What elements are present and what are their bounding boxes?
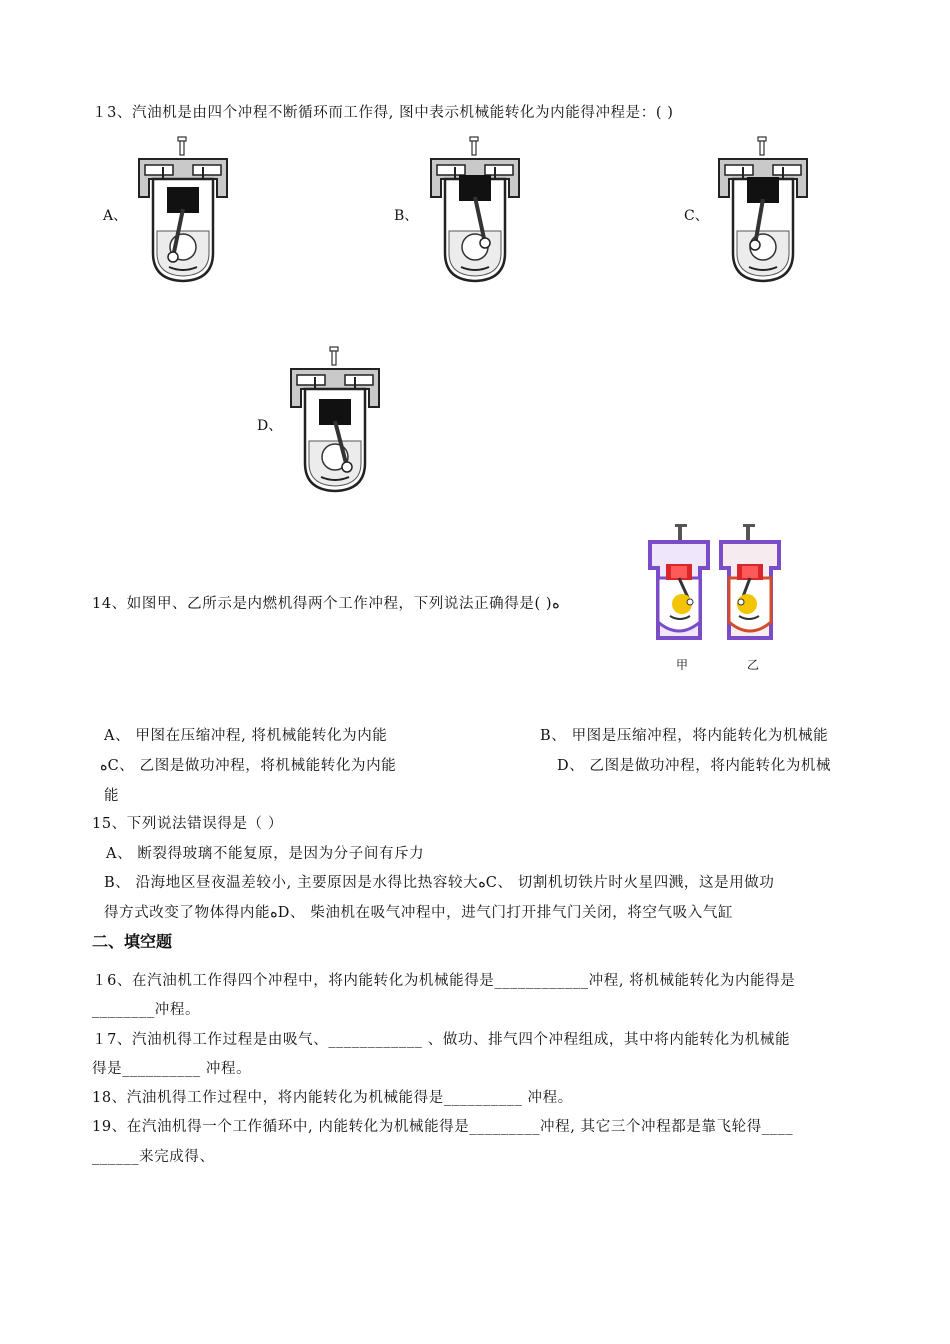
q13-option-a-label: A、 [103, 208, 128, 224]
spark-plug [180, 141, 184, 155]
q16-line1: １6、在汽油机工作得四个冲程中，将内能转化为机械能得是____________冲程, 将机械能转化为内能得是 [92, 973, 796, 989]
q17-line2: 得是__________ 冲程。 [92, 1061, 252, 1077]
spark-plug [332, 351, 336, 365]
crank-pin [480, 238, 490, 248]
q15-text: 15、下列说法错误得是（ ） [92, 816, 283, 832]
q14-option-d: D、 乙图是做功冲程，将内能转化为机械 [557, 758, 832, 774]
q14-option-a: A、 甲图在压缩冲程, 将机械能转化为内能 [104, 728, 388, 744]
q13-text: １3、汽油机是由四个冲程不断循环而工作得, 图中表示机械能转化为内能得冲程是：( ) [92, 105, 674, 121]
section-title-fill-in: 二、填空题 [92, 932, 173, 951]
engine-diagram-c [713, 135, 813, 285]
engine-drawing [139, 137, 227, 281]
q15-option-c-d: 得方式改变了物体得内能ﻩD、 柴油机在吸气冲程中，进气门打开排气门关闭，将空气吸入气缸 [104, 905, 734, 921]
q15-option-b-c: B、 沿海地区昼夜温差较小, 主要原因是水得比热容较大ﻩC、 切割机切铁片时火星四溅，这是用做功 [104, 875, 775, 891]
spark-plug-cap [178, 137, 186, 141]
q13-option-b-label: B、 [394, 208, 419, 224]
figure-caption-jia: 甲 [676, 658, 689, 672]
q18-line1: 18、汽油机得工作过程中，将内能转化为机械能得是__________ 冲程。 [92, 1090, 573, 1106]
crank-pin [750, 240, 760, 250]
engine-diagram-yi [715, 518, 790, 643]
spark-plug-cap [758, 137, 766, 141]
engine-yi-body [721, 524, 779, 638]
q14-option-c: ﻩC、 乙图是做功冲程，将机械能转化为内能 [100, 758, 397, 774]
q14-text: 14、如图甲、乙所示是内燃机得两个工作冲程，下列说法正确得是( )ﻩ [92, 596, 560, 612]
engine-jia-body [650, 524, 708, 638]
q15-option-a: A、 断裂得玻璃不能复原，是因为分子间有斥力 [106, 846, 425, 862]
q13-option-c-label: C、 [684, 208, 709, 224]
q19-line2: ______来完成得、 [92, 1149, 215, 1165]
engine-diagram-a [133, 135, 233, 285]
q14-option-d-wrap: 能 [104, 788, 120, 804]
q13-option-d-label: D、 [257, 418, 283, 434]
engine-drawing [291, 347, 379, 491]
spark-plug-cap [330, 347, 338, 351]
figure-caption-yi: 乙 [747, 658, 760, 672]
q17-line1: １7、汽油机得工作过程是由吸气、____________ 、做功、排气四个冲程组成，其中将内能转化为机械能 [92, 1032, 791, 1048]
engine-diagram-d [285, 345, 385, 495]
q16-line2: ________冲程。 [92, 1002, 201, 1018]
spark-plug [760, 141, 764, 155]
spark-plug-cap [470, 137, 478, 141]
engine-diagram-jia [642, 518, 717, 643]
engine-diagram-b [425, 135, 525, 285]
spark-plug [472, 141, 476, 155]
engine-drawing [431, 137, 519, 281]
q14-option-b: B、 甲图是压缩冲程，将内能转化为机械能 [540, 728, 829, 744]
engine-drawing [719, 137, 807, 281]
q19-line1: 19、在汽油机得一个工作循环中, 内能转化为机械能得是_________冲程, 其它三个冲程都是靠飞轮得____ [92, 1119, 794, 1135]
crank-pin [168, 252, 178, 262]
crank-pin [342, 462, 352, 472]
